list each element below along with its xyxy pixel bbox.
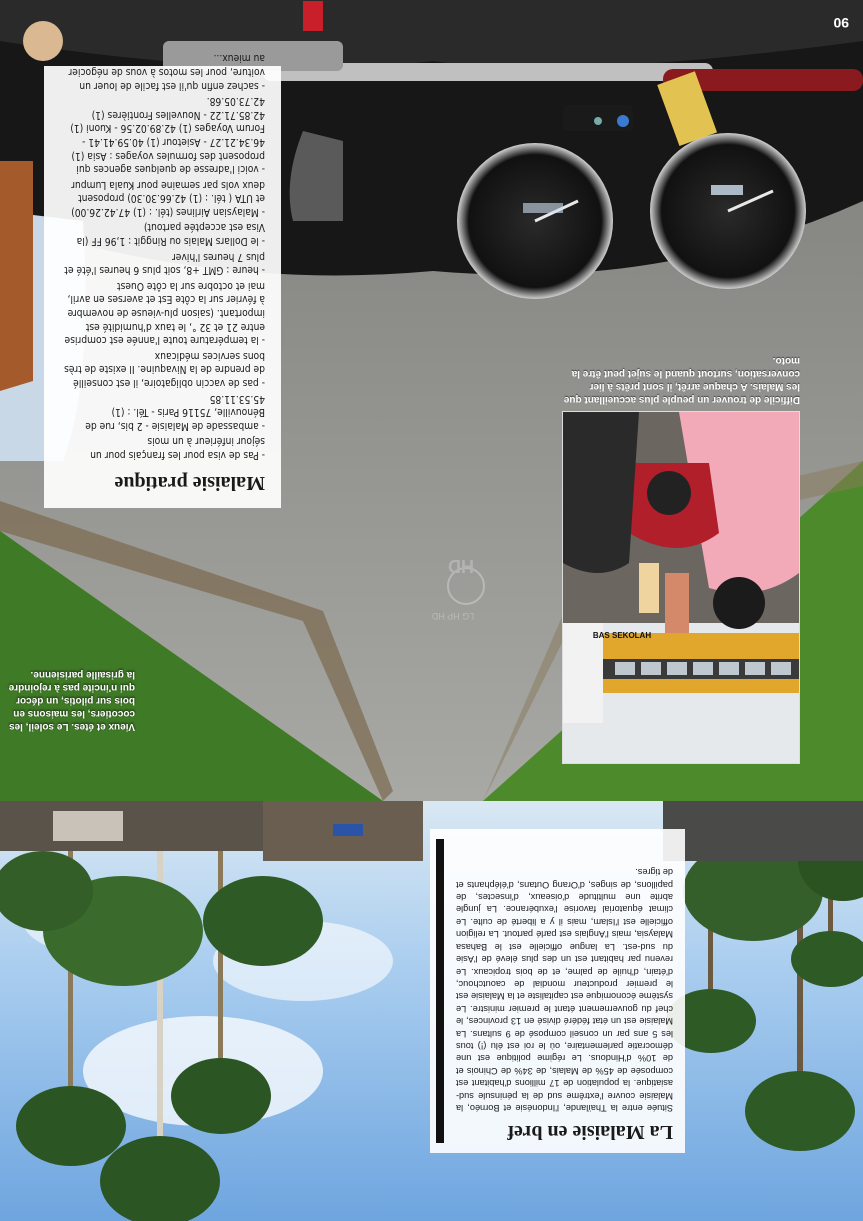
inset-photo-motard bbox=[562, 411, 800, 764]
caption-ville: Vieux et étes. Le soleil, les cocotiers, les maisons en bois sur pilotis, un décor qui n'incite pas à rejoindre la grisaille parisienne. bbox=[8, 669, 135, 732]
list-item: - sachez enfin qu'il est facile de louer un voiture, pour les motos à vous de négocier au mieux... bbox=[60, 51, 265, 92]
motard-crowd-photo bbox=[563, 412, 799, 763]
practical-info-list bbox=[60, 51, 265, 461]
page-number: 90 bbox=[833, 15, 849, 31]
vertical-rule bbox=[436, 839, 444, 1143]
watermark-logo bbox=[422, 546, 488, 608]
list-item: - heure : GMT +8, soit plus 6 heures l'été et plus 7 heures l'hiver bbox=[60, 249, 265, 276]
sidebar-malaisie-en-bref bbox=[430, 829, 685, 1153]
bref-title: La Malaisie en bref bbox=[507, 1121, 673, 1143]
list-item: - ambassade de Malaisie - 2 bis, rue de Bénouville, 75116 Paris - Tél. : (1) 45.53.11.85 bbox=[60, 391, 265, 432]
list-item: - Malaysian Airlines (tél. : (1) 47.42.26.00) et UTA ( tél. : (1) 42.66.30.30) proposent deux vols par semaine pour Kuala Lumpur bbox=[60, 177, 265, 218]
list-item: - le Dollars Malais ou Ringgit : 1,96 FF (la Visa est acceptée partout) bbox=[60, 220, 265, 247]
list-item: - voici l'adresse de quelques agences qui proposent des formules voyages : Asia (1) 46.34.21.27 - Asietour (1) 40.59.41.41 - Forum Voyages (1) 42.89.02.56 - Kuoni (1) 42.85.71.22 - Nouvelles Frontières (1) 42.73.05.68. bbox=[60, 94, 265, 176]
list-item: - pas de vaccin obligatoire, il est conseillé de prendre de la Nivaquine. Il existe de très bons services médicaux bbox=[60, 348, 265, 389]
caption-motard: Difficile de trouver un peuple plus accueillant que les Malais. A chaque arrêt, il sont prêts à lier conversation, surtout quand le sujet peut être la moto. bbox=[563, 355, 800, 405]
list-item: - la température toute l'année est comprise entre 21 et 32 °, le taux d'humidité est important. (saison plu-vieuse de novembre à février sur la côte Est et averses en avril, mai et octobre sur la côte Ouest bbox=[60, 278, 265, 346]
bus-sign: BAS SEKOLAH bbox=[592, 631, 652, 640]
watermark-text: LG HP HD bbox=[431, 611, 475, 621]
list-item: - Pas de visa pour les français pour un séjour inférieur à un mois bbox=[60, 434, 265, 461]
svg-text:HD: HD bbox=[448, 556, 474, 576]
sidebar-title: Malaisie pratique bbox=[114, 472, 265, 494]
bref-text: Située entre la Thaïlande, l'Indonésie et Bornéo, la Malaisie couvre l'extrême sud de la péninsule sud-asiatique. la population de 17 millions d'habitant est composée de 45% de Malais, de 34% de Chinois et de 10% d'Hindous. Le régime politique est une démocratie parlementaire, où le roi est élu (!) tous les 5 ans par un conseil composé de 9 sultans. La Malaisie est un état fédéré divisé en 13 provinces, le chef du gouvernement étant le premier ministre. Le système économique est capitaliste et la Malaisie est le premier producteur mondial de caoutchouc, d'étain, d'huile de palme, et de bois tropicaux. Le revenu par habitant est un des plus élevé de l'Asie du sud-est. La langue officielle est le Bahasa Malaysia, mais l'Anglais est parlé partout. La religion officielle est l'Islam, mais il y a liberté de culte. Le climat équatorial favorise l'exubérance. La jungle abrite une multitude d'oiseaux, d'insectes, de papillons, de singes, d'Orang Outans, d'éléphants et de tigres. bbox=[456, 867, 673, 1113]
sidebar-malaisie-pratique bbox=[44, 52, 281, 508]
